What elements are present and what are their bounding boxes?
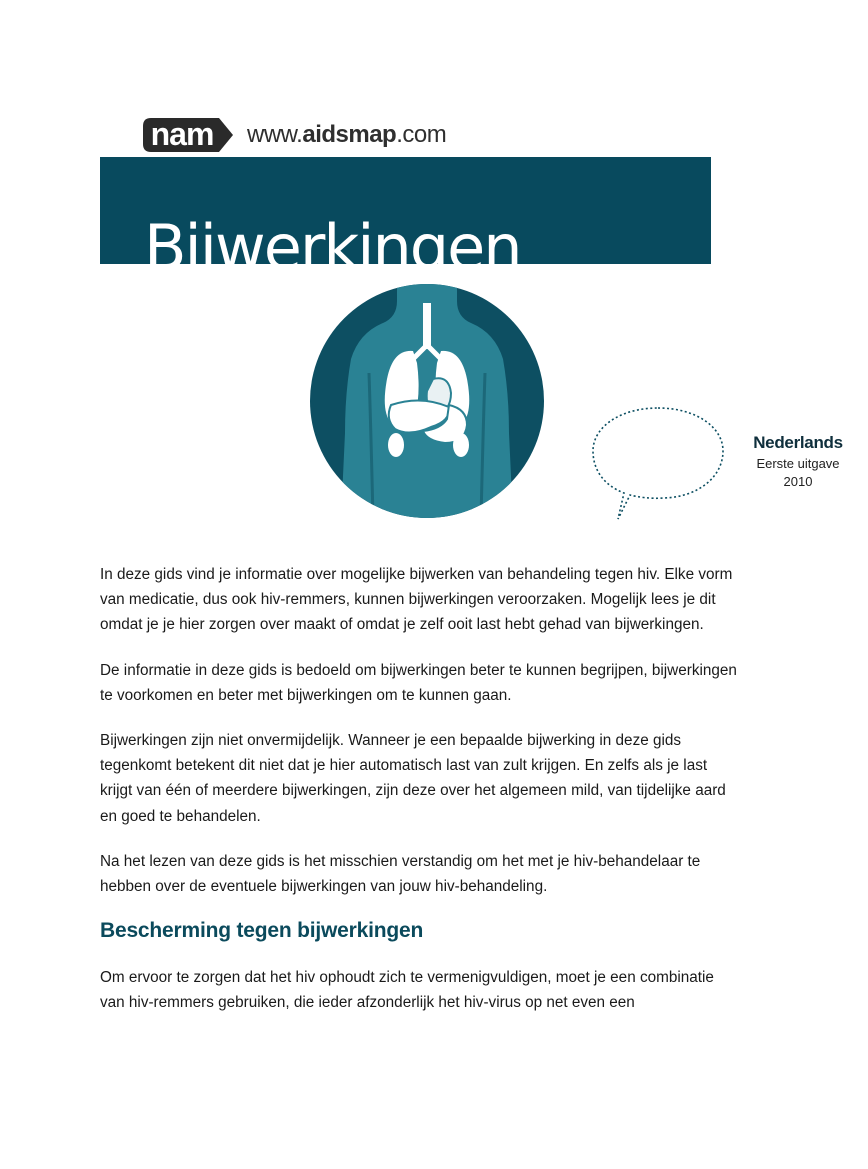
edition-label: Eerste uitgave — [756, 456, 840, 471]
body-organs-illustration — [309, 283, 545, 519]
paragraph-advice: Na het lezen van deze gids is het misschien verstandig om het met je hiv-behandelaar te hebben over de eventuele bijwerkingen van jouw hiv-behandeling. — [100, 852, 701, 896]
main-content — [100, 562, 740, 1036]
edition-language: Nederlands — [753, 433, 843, 452]
paragraph-not-inevitable: Bijwerkingen zijn niet onvermijdelijk. Wanneer je een bepaalde bijwerking in deze gids tegenkomt betekent dit niet dat je hier automatisch last van zult krijgen. En zelfs als je last krijgt van één of meerdere bijwerkingen, zijn deze over het algemeen mild, van tijdelijke aard en goed te behandelen. — [100, 732, 726, 825]
title-banner — [100, 157, 711, 284]
edition-year: 2010 — [783, 474, 813, 489]
nam-logo-text: nam — [150, 116, 214, 152]
section-heading: Bescherming tegen bijwerkingen — [100, 919, 424, 943]
header-logo[interactable] — [143, 117, 446, 153]
site-url[interactable]: www.aidsmap.com — [247, 121, 447, 148]
page-title: Bijwerkingen — [144, 210, 521, 284]
paragraph-intro: In deze gids vind je informatie over mogelijke bijwerken van behandeling tegen hiv. Elke vorm van medicatie, dus ook hiv-remmers, kunnen bijwerkingen veroorzaken. Mogelijk lees je dit omdat je je hier zorgen over maakt of omdat je zelf ooit last hebt gehad van bijwerkingen. — [100, 566, 733, 634]
edition-speech-bubble — [588, 405, 843, 523]
paragraph-purpose: De informatie in deze gids is bedoeld om bijwerkingen beter te kunnen begrijpen, bijwerkingen te voorkomen en beter met bijwerkingen om te kunnen gaan. — [100, 661, 737, 704]
paragraph-protection: Om ervoor te zorgen dat het hiv ophoudt zich te vermenigvuldigen, moet je een combinatie van hiv-remmers gebruiken, die ieder afzonderlijk het hiv-virus op net even een — [100, 969, 714, 1012]
nam-logo — [143, 118, 235, 152]
